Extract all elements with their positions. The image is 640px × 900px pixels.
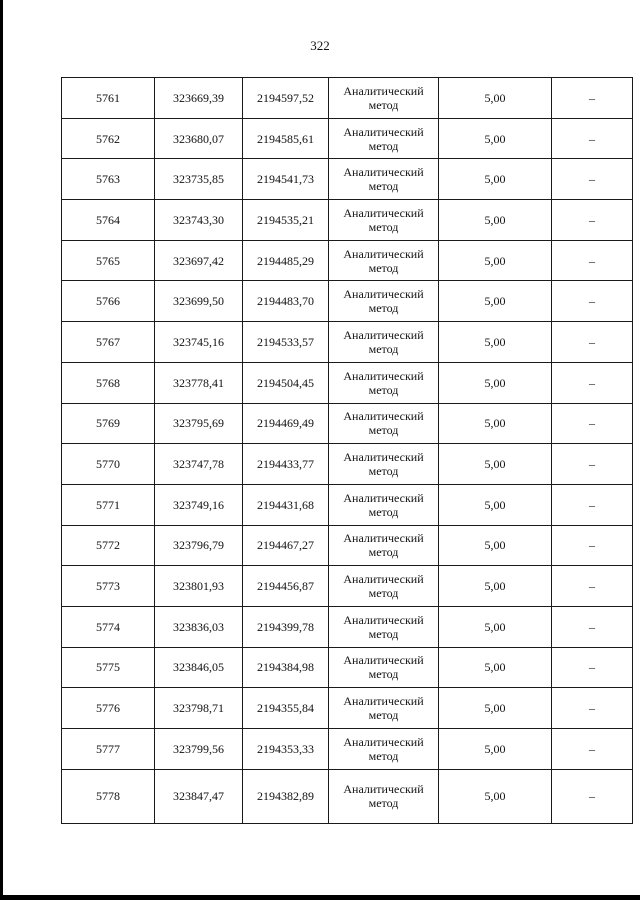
accuracy-cell: [439, 444, 552, 485]
page-number: 322: [310, 38, 330, 53]
accuracy-cell-text: 5,00: [484, 538, 506, 553]
table-row: [62, 322, 633, 363]
y-coordinate-cell: [243, 362, 329, 403]
point-id-cell: [62, 566, 155, 607]
accuracy-cell-text: 5,00: [484, 131, 506, 146]
method-cell: [329, 525, 439, 566]
note-cell: [552, 118, 633, 159]
note-cell: [552, 525, 633, 566]
note-cell: [552, 240, 633, 281]
y-coordinate-cell: [243, 240, 329, 281]
note-cell-text: –: [589, 253, 595, 268]
point-id-cell-text: 5764: [96, 212, 120, 227]
point-id-cell-text: 5761: [96, 90, 120, 105]
x-coordinate-cell-text: 323796,79: [173, 538, 224, 553]
note-cell: [552, 322, 633, 363]
accuracy-cell: [439, 159, 552, 200]
note-cell: [552, 403, 633, 444]
method-cell-text: Аналитический метод: [343, 368, 424, 397]
method-cell: [329, 444, 439, 485]
x-coordinate-cell: [155, 322, 243, 363]
table-row: [62, 606, 633, 647]
accuracy-cell: [439, 566, 552, 607]
note-cell-text: –: [589, 701, 595, 716]
note-cell: [552, 159, 633, 200]
point-id-cell: [62, 322, 155, 363]
coordinates-table: [61, 77, 633, 824]
y-coordinate-cell-text: 2194535,21: [257, 212, 314, 227]
x-coordinate-cell: [155, 118, 243, 159]
y-coordinate-cell: [243, 647, 329, 688]
x-coordinate-cell-text: 323747,78: [173, 457, 224, 472]
method-cell-text: Аналитический метод: [343, 653, 424, 682]
note-cell-text: –: [589, 579, 595, 594]
x-coordinate-cell-text: 323795,69: [173, 416, 224, 431]
method-cell: [329, 200, 439, 241]
table-row: [62, 769, 633, 823]
x-coordinate-cell: [155, 200, 243, 241]
accuracy-cell: [439, 118, 552, 159]
y-coordinate-cell-text: 2194597,52: [257, 90, 314, 105]
y-coordinate-cell-text: 2194353,33: [257, 741, 314, 756]
point-id-cell-text: 5765: [96, 253, 120, 268]
note-cell-text: –: [589, 375, 595, 390]
method-cell-text: Аналитический метод: [343, 490, 424, 519]
point-id-cell-text: 5773: [96, 579, 120, 594]
point-id-cell: [62, 729, 155, 770]
method-cell: [329, 688, 439, 729]
y-coordinate-cell-text: 2194355,84: [257, 701, 314, 716]
x-coordinate-cell-text: 323745,16: [173, 334, 224, 349]
x-coordinate-cell-text: 323847,47: [173, 789, 224, 804]
method-cell: [329, 769, 439, 823]
note-cell: [552, 78, 633, 119]
x-coordinate-cell-text: 323799,56: [173, 741, 224, 756]
point-id-cell: [62, 78, 155, 119]
method-cell: [329, 78, 439, 119]
y-coordinate-cell: [243, 525, 329, 566]
table-row: [62, 525, 633, 566]
method-cell-text: Аналитический метод: [343, 246, 424, 275]
scan-edge-bottom: [0, 895, 640, 900]
accuracy-cell: [439, 403, 552, 444]
point-id-cell: [62, 240, 155, 281]
note-cell-text: –: [589, 741, 595, 756]
method-cell: [329, 240, 439, 281]
accuracy-cell-text: 5,00: [484, 375, 506, 390]
x-coordinate-cell-text: 323735,85: [173, 172, 224, 187]
y-coordinate-cell-text: 2194541,73: [257, 172, 314, 187]
note-cell: [552, 444, 633, 485]
accuracy-cell-text: 5,00: [484, 660, 506, 675]
x-coordinate-cell-text: 323743,30: [173, 212, 224, 227]
accuracy-cell-text: 5,00: [484, 579, 506, 594]
table-row: [62, 566, 633, 607]
note-cell-text: –: [589, 789, 595, 804]
method-cell: [329, 281, 439, 322]
method-cell: [329, 322, 439, 363]
y-coordinate-cell-text: 2194585,61: [257, 131, 314, 146]
note-cell-text: –: [589, 660, 595, 675]
y-coordinate-cell: [243, 769, 329, 823]
note-cell: [552, 200, 633, 241]
method-cell-text: Аналитический метод: [343, 205, 424, 234]
table-row: [62, 403, 633, 444]
point-id-cell-text: 5767: [96, 334, 120, 349]
x-coordinate-cell-text: 323778,41: [173, 375, 224, 390]
note-cell: [552, 362, 633, 403]
method-cell-text: Аналитический метод: [343, 531, 424, 560]
accuracy-cell: [439, 769, 552, 823]
point-id-cell: [62, 647, 155, 688]
x-coordinate-cell: [155, 159, 243, 200]
x-coordinate-cell-text: 323669,39: [173, 90, 224, 105]
point-id-cell: [62, 525, 155, 566]
y-coordinate-cell: [243, 729, 329, 770]
table-row: [62, 444, 633, 485]
accuracy-cell-text: 5,00: [484, 253, 506, 268]
x-coordinate-cell: [155, 525, 243, 566]
method-cell-text: Аналитический метод: [343, 572, 424, 601]
y-coordinate-cell-text: 2194467,27: [257, 538, 314, 553]
accuracy-cell: [439, 606, 552, 647]
note-cell-text: –: [589, 131, 595, 146]
y-coordinate-cell: [243, 322, 329, 363]
table-row: [62, 362, 633, 403]
x-coordinate-cell: [155, 362, 243, 403]
note-cell: [552, 281, 633, 322]
method-cell-text: Аналитический метод: [343, 327, 424, 356]
x-coordinate-cell: [155, 444, 243, 485]
table-row: [62, 118, 633, 159]
accuracy-cell-text: 5,00: [484, 294, 506, 309]
method-cell-text: Аналитический метод: [343, 450, 424, 479]
method-cell-text: Аналитический метод: [343, 612, 424, 641]
x-coordinate-cell: [155, 403, 243, 444]
table-row: [62, 78, 633, 119]
method-cell-text: Аналитический метод: [343, 124, 424, 153]
y-coordinate-cell: [243, 444, 329, 485]
point-id-cell-text: 5763: [96, 172, 120, 187]
y-coordinate-cell: [243, 159, 329, 200]
point-id-cell-text: 5776: [96, 701, 120, 716]
table-row: [62, 200, 633, 241]
x-coordinate-cell-text: 323846,05: [173, 660, 224, 675]
y-coordinate-cell: [243, 606, 329, 647]
x-coordinate-cell-text: 323680,07: [173, 131, 224, 146]
point-id-cell-text: 5770: [96, 457, 120, 472]
y-coordinate-cell-text: 2194384,98: [257, 660, 314, 675]
x-coordinate-cell-text: 323699,50: [173, 294, 224, 309]
x-coordinate-cell: [155, 484, 243, 525]
table-row: [62, 159, 633, 200]
accuracy-cell-text: 5,00: [484, 90, 506, 105]
method-cell: [329, 606, 439, 647]
note-cell: [552, 484, 633, 525]
point-id-cell-text: 5774: [96, 619, 120, 634]
table-row: [62, 281, 633, 322]
point-id-cell-text: 5769: [96, 416, 120, 431]
method-cell-text: Аналитический метод: [343, 782, 424, 811]
y-coordinate-cell-text: 2194431,68: [257, 497, 314, 512]
note-cell-text: –: [589, 294, 595, 309]
method-cell: [329, 362, 439, 403]
y-coordinate-cell: [243, 688, 329, 729]
point-id-cell: [62, 200, 155, 241]
note-cell-text: –: [589, 416, 595, 431]
table-row: [62, 647, 633, 688]
note-cell-text: –: [589, 457, 595, 472]
y-coordinate-cell: [243, 566, 329, 607]
x-coordinate-cell: [155, 281, 243, 322]
accuracy-cell: [439, 281, 552, 322]
y-coordinate-cell: [243, 484, 329, 525]
method-cell-text: Аналитический метод: [343, 694, 424, 723]
point-id-cell-text: 5771: [96, 497, 120, 512]
point-id-cell-text: 5762: [96, 131, 120, 146]
method-cell-text: Аналитический метод: [343, 287, 424, 316]
note-cell-text: –: [589, 538, 595, 553]
point-id-cell-text: 5768: [96, 375, 120, 390]
accuracy-cell: [439, 78, 552, 119]
table-row: [62, 240, 633, 281]
x-coordinate-cell: [155, 729, 243, 770]
note-cell: [552, 688, 633, 729]
y-coordinate-cell-text: 2194533,57: [257, 334, 314, 349]
accuracy-cell: [439, 688, 552, 729]
note-cell-text: –: [589, 212, 595, 227]
note-cell-text: –: [589, 90, 595, 105]
note-cell-text: –: [589, 172, 595, 187]
point-id-cell-text: 5772: [96, 538, 120, 553]
point-id-cell: [62, 118, 155, 159]
accuracy-cell-text: 5,00: [484, 619, 506, 634]
method-cell-text: Аналитический метод: [343, 734, 424, 763]
method-cell: [329, 647, 439, 688]
y-coordinate-cell: [243, 281, 329, 322]
point-id-cell: [62, 362, 155, 403]
x-coordinate-cell: [155, 688, 243, 729]
y-coordinate-cell-text: 2194399,78: [257, 619, 314, 634]
table-row: [62, 729, 633, 770]
x-coordinate-cell: [155, 78, 243, 119]
accuracy-cell-text: 5,00: [484, 497, 506, 512]
accuracy-cell: [439, 484, 552, 525]
accuracy-cell-text: 5,00: [484, 212, 506, 227]
x-coordinate-cell: [155, 769, 243, 823]
point-id-cell-text: 5777: [96, 741, 120, 756]
point-id-cell: [62, 281, 155, 322]
note-cell: [552, 647, 633, 688]
accuracy-cell-text: 5,00: [484, 334, 506, 349]
y-coordinate-cell-text: 2194504,45: [257, 375, 314, 390]
y-coordinate-cell-text: 2194483,70: [257, 294, 314, 309]
x-coordinate-cell: [155, 606, 243, 647]
accuracy-cell-text: 5,00: [484, 457, 506, 472]
accuracy-cell-text: 5,00: [484, 741, 506, 756]
note-cell: [552, 566, 633, 607]
y-coordinate-cell: [243, 78, 329, 119]
x-coordinate-cell: [155, 240, 243, 281]
y-coordinate-cell-text: 2194382,89: [257, 789, 314, 804]
accuracy-cell-text: 5,00: [484, 416, 506, 431]
y-coordinate-cell: [243, 403, 329, 444]
point-id-cell: [62, 159, 155, 200]
x-coordinate-cell-text: 323697,42: [173, 253, 224, 268]
accuracy-cell: [439, 200, 552, 241]
accuracy-cell: [439, 362, 552, 403]
accuracy-cell: [439, 525, 552, 566]
method-cell: [329, 118, 439, 159]
accuracy-cell: [439, 729, 552, 770]
x-coordinate-cell: [155, 647, 243, 688]
accuracy-cell: [439, 647, 552, 688]
point-id-cell-text: 5778: [96, 789, 120, 804]
point-id-cell: [62, 444, 155, 485]
accuracy-cell-text: 5,00: [484, 172, 506, 187]
table-row: [62, 688, 633, 729]
accuracy-cell-text: 5,00: [484, 701, 506, 716]
accuracy-cell: [439, 240, 552, 281]
x-coordinate-cell-text: 323798,71: [173, 701, 224, 716]
scan-edge-left: [0, 0, 3, 900]
y-coordinate-cell-text: 2194485,29: [257, 253, 314, 268]
method-cell: [329, 566, 439, 607]
accuracy-cell-text: 5,00: [484, 789, 506, 804]
coordinates-table-body: [62, 78, 633, 824]
point-id-cell-text: 5766: [96, 294, 120, 309]
method-cell: [329, 729, 439, 770]
method-cell-text: Аналитический метод: [343, 83, 424, 112]
point-id-cell-text: 5775: [96, 660, 120, 675]
y-coordinate-cell-text: 2194456,87: [257, 579, 314, 594]
method-cell-text: Аналитический метод: [343, 409, 424, 438]
x-coordinate-cell-text: 323801,93: [173, 579, 224, 594]
x-coordinate-cell: [155, 566, 243, 607]
method-cell: [329, 403, 439, 444]
point-id-cell: [62, 484, 155, 525]
note-cell: [552, 729, 633, 770]
table-row: [62, 484, 633, 525]
method-cell-text: Аналитический метод: [343, 165, 424, 194]
point-id-cell: [62, 769, 155, 823]
note-cell: [552, 606, 633, 647]
note-cell-text: –: [589, 619, 595, 634]
accuracy-cell: [439, 322, 552, 363]
x-coordinate-cell-text: 323836,03: [173, 619, 224, 634]
method-cell: [329, 484, 439, 525]
y-coordinate-cell-text: 2194433,77: [257, 457, 314, 472]
y-coordinate-cell-text: 2194469,49: [257, 416, 314, 431]
note-cell: [552, 769, 633, 823]
method-cell: [329, 159, 439, 200]
point-id-cell: [62, 403, 155, 444]
y-coordinate-cell: [243, 118, 329, 159]
point-id-cell: [62, 606, 155, 647]
x-coordinate-cell-text: 323749,16: [173, 497, 224, 512]
note-cell-text: –: [589, 334, 595, 349]
note-cell-text: –: [589, 497, 595, 512]
point-id-cell: [62, 688, 155, 729]
y-coordinate-cell: [243, 200, 329, 241]
